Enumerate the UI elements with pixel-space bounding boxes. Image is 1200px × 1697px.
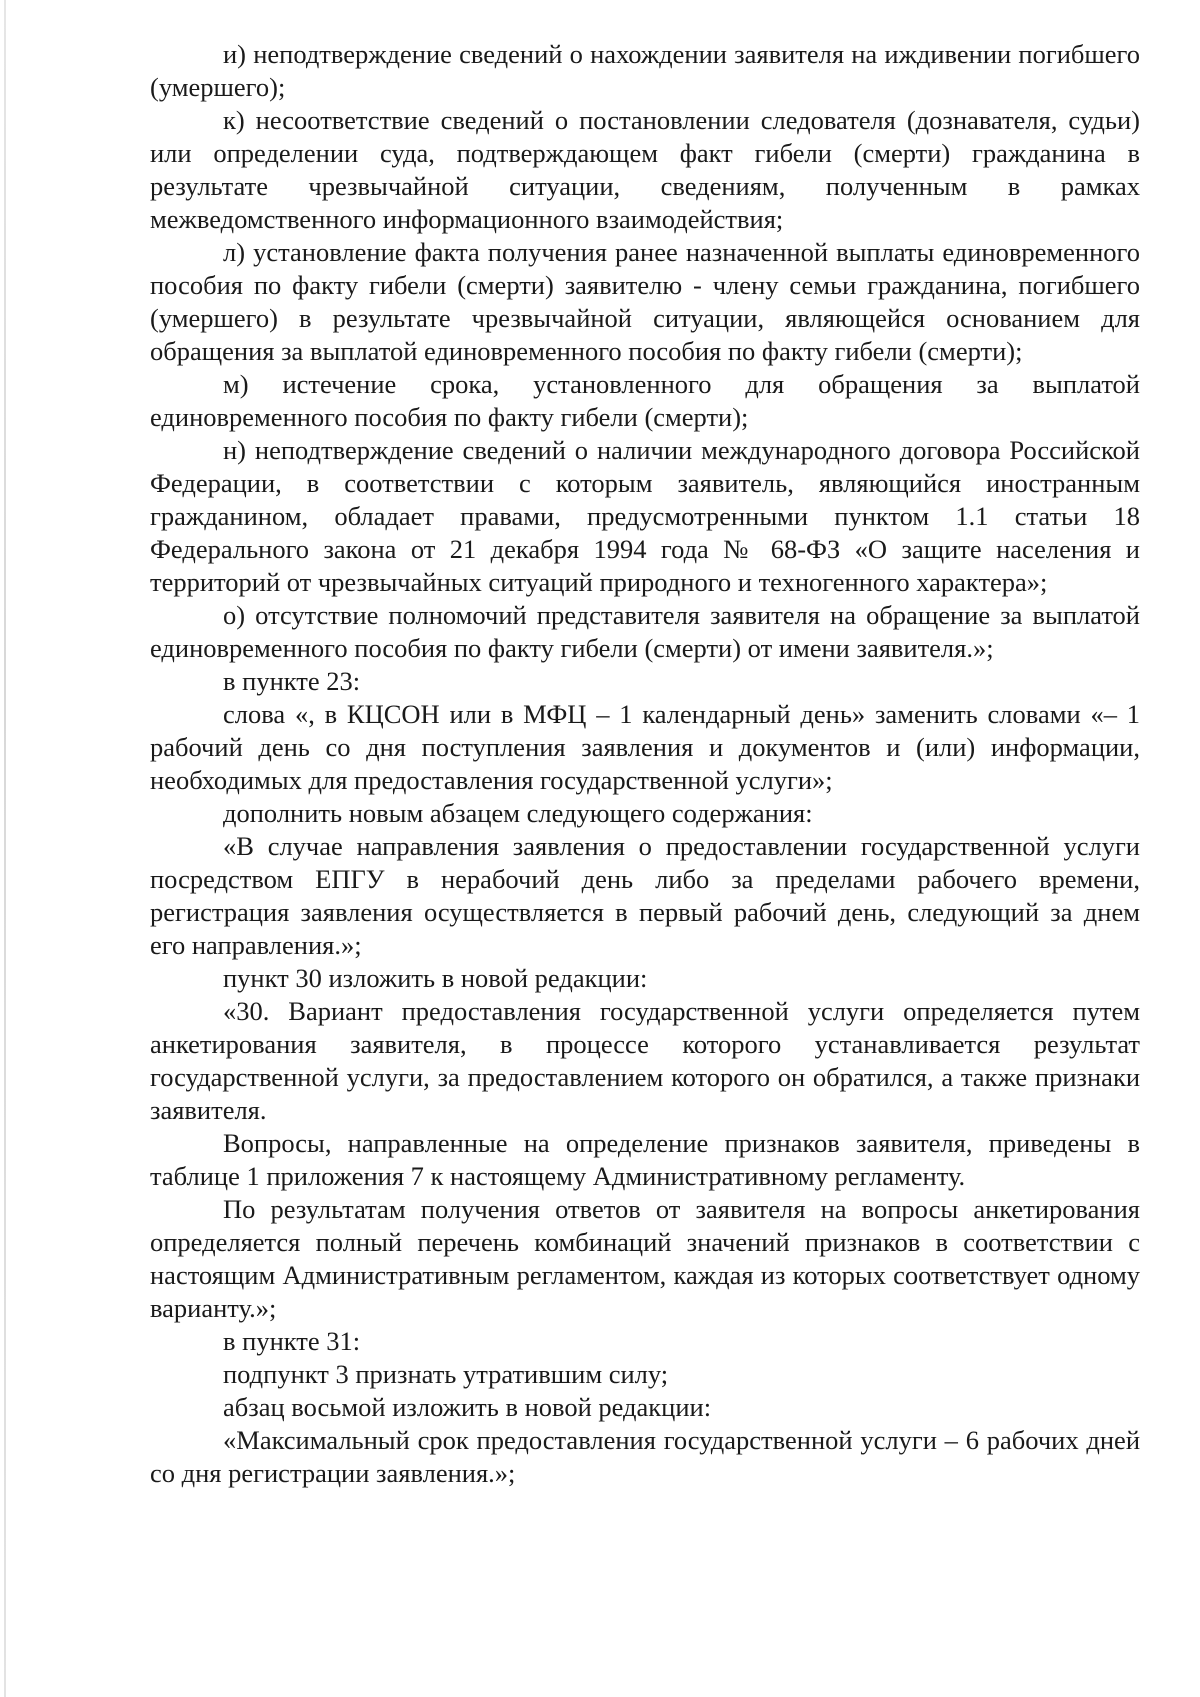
- paragraph-point-30-text: «30. Вариант предоставления государственной услуги определяется путем анкетирования заявителя, в процессе которого устанавливается результат государственной услуги, за предоставлением которого он обратился, а также признаки заявителя.: [150, 996, 1140, 1125]
- paragraph-l: л) установление факта получения ранее назначенной выплаты единовременного пособия по факту гибели (смерти) заявителю - члену семьи гражданина, погибшего (умершего) в результате чрезвычайной ситуации, являющейся основанием для обращения за выплатой единовременного пособия по факту гибели (смерти);: [150, 237, 1140, 366]
- paragraph-words-replace: слова «, в КЦСОН или в МФЦ – 1 календарный день» заменить словами «– 1 рабочий день со дня поступления заявления и документов и (или) информации, необходимых для предоставления государственной услуги»;: [150, 699, 1140, 795]
- paragraph-subpoint-3: подпункт 3 признать утратившим силу;: [223, 1359, 669, 1389]
- paragraph-point-30-heading: пункт 30 изложить в новой редакции:: [223, 963, 648, 993]
- scan-edge-shadow: [4, 0, 6, 1697]
- paragraph-point-23: в пункте 23:: [223, 666, 361, 696]
- paragraph-m: м) истечение срока, установленного для обращения за выплатой единовременного пособия по факту гибели (смерти);: [150, 369, 1140, 432]
- document-body: [150, 38, 1140, 1490]
- paragraph-epgu-registration: «В случае направления заявления о предоставлении государственной услуги посредством ЕПГУ в нерабочий день либо за пределами рабочего времени, регистрация заявления осуществляется в первый рабочий день, следующий за днем его направления.»;: [150, 831, 1140, 960]
- paragraph-point-31: в пункте 31:: [223, 1326, 361, 1356]
- paragraph-results: По результатам получения ответов от заявителя на вопросы анкетирования определяется полный перечень комбинаций значений признаков в соответствии с настоящим Административным регламентом, каждая из которых соответствует одному варианту.»;: [150, 1194, 1140, 1323]
- paragraph-abzac-8: абзац восьмой изложить в новой редакции:: [223, 1392, 712, 1422]
- paragraph-k: к) несоответствие сведений о постановлении следователя (дознавателя, судьи) или определении суда, подтверждающем факт гибели (смерти) гражданина в результате чрезвычайной ситуации, сведениям, полученным в рамках межведомственного информационного взаимодействия;: [150, 105, 1140, 234]
- paragraph-add-abzac: дополнить новым абзацем следующего содержания:: [223, 798, 813, 828]
- paragraph-i: и) неподтверждение сведений о нахождении заявителя на иждивении погибшего (умершего);: [150, 39, 1140, 102]
- paragraph-n: н) неподтверждение сведений о наличии международного договора Российской Федерации, в соответствии с которым заявитель, являющийся иностранным гражданином, обладает правами, предусмотренными пунктом 1.1 статьи 18 Федерального закона от 21 декабря 1994 года № 68-ФЗ «О защите населения и территорий от чрезвычайных ситуаций природного и техногенного характера»;: [150, 435, 1140, 597]
- paragraph-max-term: «Максимальный срок предоставления государственной услуги – 6 рабочих дней со дня регистрации заявления.»;: [150, 1425, 1140, 1488]
- paragraph-o: о) отсутствие полномочий представителя заявителя на обращение за выплатой единовременного пособия по факту гибели (смерти) от имени заявителя.»;: [150, 600, 1140, 663]
- paragraph-questions: Вопросы, направленные на определение признаков заявителя, приведены в таблице 1 приложения 7 к настоящему Административному регламенту.: [150, 1128, 1140, 1191]
